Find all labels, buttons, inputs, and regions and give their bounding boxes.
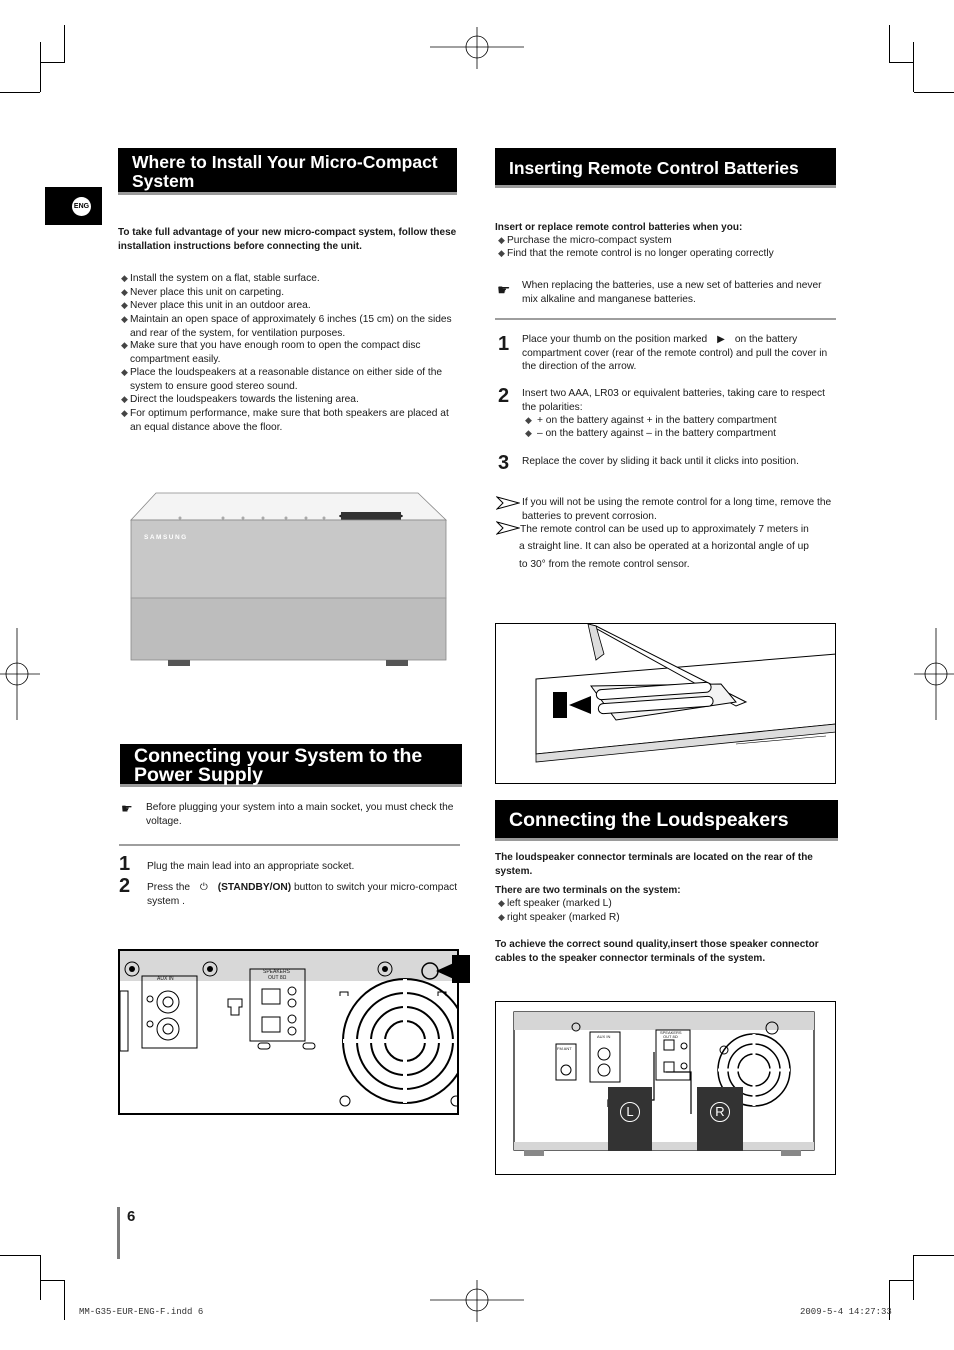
batteries-tip-1: If you will not be using the remote control for a long time, remove the batteries to prevent corrosion. [522,497,832,522]
registration-mark-left [0,628,40,720]
step-number: 2 [119,875,131,897]
panel-label-speakers: SPEAKERS [660,1030,682,1035]
device-brand-logo: SAMSUNG [144,534,188,541]
registration-mark-right [914,628,954,720]
panel-label-speakers: SPEAKERS [263,969,290,975]
list-item: ◆ Make sure that you have enough room to open the compact disc compartment easily. [121,340,421,365]
power-step-1: Plug the main lead into an appropriate socket. [147,861,355,872]
list-item: ◆ + on the battery against + in the battery compartment [525,415,777,426]
power-note: Before plugging your system into a main socket, you must check the voltage. [146,802,454,827]
batteries-tip-2-line-2: a straight line. It can also be operated at a horizontal angle of up [519,541,809,552]
step-number: 2 [498,385,510,407]
list-item: ◆ Never place this unit on carpeting. [121,287,285,298]
power-title: Connecting your System to the Power Supply [120,744,462,787]
step-number: 3 [498,452,510,474]
registration-mark-bottom [430,1280,524,1322]
panel-label-out: OUT 8Ω [663,1034,678,1039]
batteries-step-3: Replace the cover by sliding it back until it clicks into position. [522,456,799,467]
remote-battery-illustration [495,623,836,784]
registration-mark-top [430,27,524,69]
speakers-p3: To achieve the correct sound quality,insert those speaker connector cables to the speaker connector terminals of the system. [495,939,819,964]
list-item: ◆ Find that the remote control is no longer operating correctly [498,248,774,259]
list-item: ◆ right speaker (marked R) [498,912,620,923]
step-number: 1 [119,853,131,875]
step-number: 1 [498,333,510,355]
divider [119,844,460,846]
list-item: ◆ Direct the loudspeakers towards the listening area. [121,394,359,405]
speakers-p2: There are two terminals on the system: [495,885,681,896]
panel-label-fm: FM ANT [557,1046,572,1051]
hand-icon: ☛ [497,282,511,299]
list-item: ◆ Never place this unit in an outdoor area. [121,300,311,311]
rear-panel-figure [118,949,459,1115]
power-icon: ⏻ [199,882,208,893]
hand-icon: ☛ [121,801,133,816]
device-illustration [128,490,450,668]
page-number: 6 [127,1208,136,1225]
pen-tip-icon [496,521,520,535]
panel-label-out: OUT 8Ω [268,975,287,981]
divider [495,318,836,320]
file-slug: MM-G35-EUR-ENG-F.indd 6 [79,1307,204,1317]
power-arrow-icon [452,955,470,983]
list-item: ◆ For optimum performance, make sure that both speakers are placed at an equal distance above the floor. [121,408,449,433]
speaker-label-r: R [710,1102,730,1122]
power-step-2: Press the ⏻ (STANDBY/ON) button to switch your micro-compact system . [147,882,458,907]
speakers-title: Connecting the Loudspeakers [495,800,838,841]
speaker-label-l: L [620,1102,640,1122]
date-slug: 2009-5-4 14:27:33 [800,1307,892,1317]
page-number-bar [117,1207,120,1259]
play-arrow-icon: ▶ [717,334,725,345]
panel-label-aux: AUX IN [597,1034,611,1039]
install-intro: To take full advantage of your new micro-compact system, follow these installation instructions before connecting the unit. [118,227,457,252]
batteries-tip-2-line-1: The remote control can be used up to approximately 7 meters in [520,524,809,535]
list-item: ◆ left speaker (marked L) [498,898,612,909]
batteries-tip-2-line-3: to 30° from the remote control sensor. [519,559,690,570]
list-item: ◆ Place the loudspeakers at a reasonable distance on either side of the system to ensure good stereo sound. [121,367,443,392]
batteries-note: When replacing the batteries, use a new set of batteries and never mix alkaline and manganese batteries. [522,280,822,305]
language-tab-badge: ENG [72,197,91,216]
list-item: ◆ – on the battery against – in the battery compartment [525,428,776,439]
list-item: ◆ Maintain an open space of approximately 6 inches (15 cm) on the sides and rear of the system, for ventilation purposes. [121,314,452,339]
speakers-connection-figure [495,1001,836,1175]
panel-label-aux: AUX IN [157,976,174,982]
list-item: ◆ Purchase the micro-compact system [498,235,672,246]
batteries-title: Inserting Remote Control Batteries [495,148,836,188]
batteries-intro: Insert or replace remote control batteries when you: [495,222,743,233]
batteries-step-2: Insert two AAA, LR03 or equivalent batteries, taking care to respect the polarities: [522,388,825,413]
speakers-p1: The loudspeaker connector terminals are located on the rear of the system. [495,852,813,877]
list-item: ◆ Install the system on a flat, stable surface. [121,273,320,284]
install-title: Where to Install Your Micro-Compact System [118,148,457,195]
batteries-step-1: Place your thumb on the position marked ▶ on the battery compartment cover (rear of the remote control) and pull the cover in the direction of the arrow. [522,334,828,372]
pen-tip-icon [496,496,520,510]
language-tab [45,187,102,225]
